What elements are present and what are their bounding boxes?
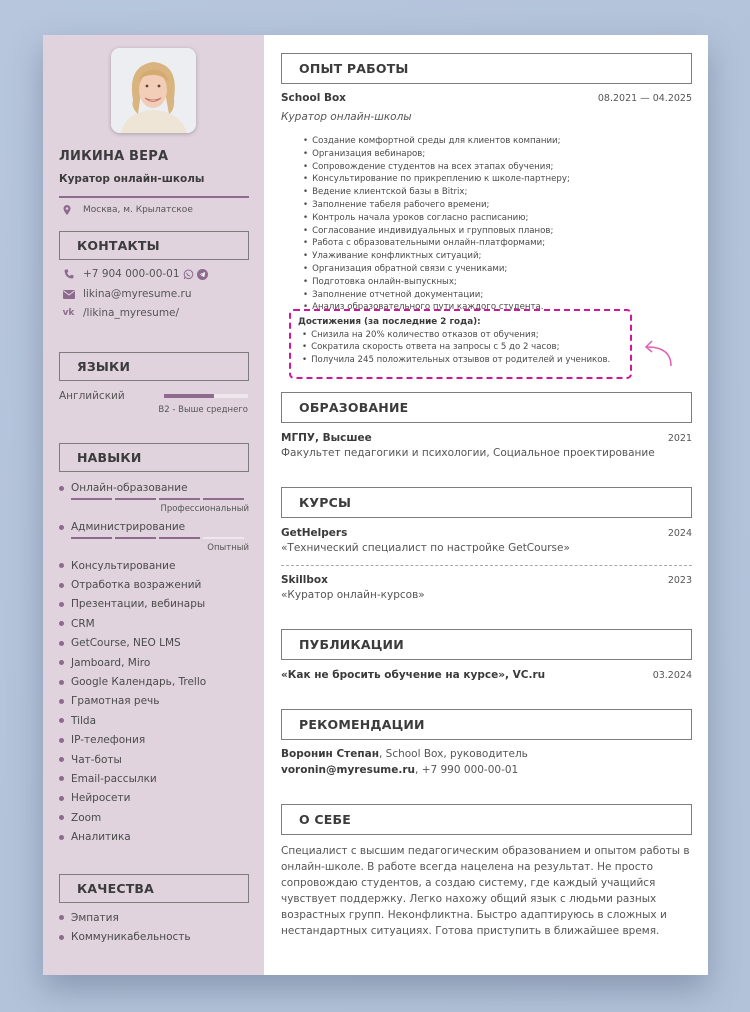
person-name: ЛИКИНА ВЕРА: [59, 149, 169, 164]
resume-page: [43, 35, 708, 975]
achievement-item: • Получила 245 положительных отзывов от родителей и учеников.: [302, 354, 630, 367]
skill-item: [59, 711, 206, 730]
skill-name: CRM: [71, 617, 95, 630]
leveled-skill: [59, 480, 249, 514]
course-title: «Куратор онлайн-курсов»: [281, 589, 425, 601]
bullet-dot-icon: [59, 835, 64, 840]
experience-position: Куратор онлайн-школы: [281, 111, 412, 123]
skill-level-bar: [71, 537, 249, 539]
skill-level-label: Профессиональный: [160, 504, 249, 514]
skill-name: Администрирование: [71, 521, 186, 533]
skill-item: [59, 769, 206, 788]
institution-name: МГПУ, Высшее: [281, 432, 372, 444]
achievement-item: • Сократила скорость ответа на запросы с 5 до 2 часов;: [302, 341, 630, 354]
skill-item: [59, 575, 206, 594]
quality-name: Эмпатия: [71, 911, 119, 924]
bullet-dot-icon: [59, 815, 64, 820]
skill-name: GetCourse, NEO LMS: [71, 637, 181, 650]
skill-name: Грамотная речь: [71, 695, 160, 708]
courses-heading: КУРСЫ: [281, 487, 692, 518]
skill-item: [59, 827, 206, 846]
level-segment: [115, 498, 156, 500]
recommendations-heading: РЕКОМЕНДАЦИИ: [281, 709, 692, 740]
sidebar: [43, 35, 264, 975]
education-title-row: [281, 432, 692, 444]
skills-list: [59, 556, 206, 847]
skill-item: [59, 519, 249, 535]
duty-item: • Организация обратной связи с учениками;: [303, 263, 570, 276]
contact-vk: [62, 307, 179, 319]
bullet-dot-icon: [59, 602, 64, 607]
experience-heading: ОПЫТ РАБОТЫ: [281, 53, 692, 84]
bullet-dot-icon: [59, 776, 64, 781]
skill-item: [59, 750, 206, 769]
skill-item: [59, 692, 206, 711]
achievements-list: [298, 329, 630, 367]
recommender-contacts: [281, 764, 518, 776]
email-text[interactable]: likina@myresume.ru: [83, 288, 192, 300]
course-title: «Технический специалист по настройке GetCourse»: [281, 542, 570, 554]
course-year: 2023: [667, 575, 692, 586]
skill-name: Аналитика: [71, 831, 131, 844]
duty-item: • Работа с образовательными онлайн-платформами;: [303, 237, 570, 250]
course-provider: GetHelpers: [281, 527, 348, 539]
duty-item: • Ведение клиентской базы в Bitrix;: [303, 186, 570, 199]
skill-item: [59, 634, 206, 653]
curved-arrow-icon: [641, 337, 677, 367]
skill-name: Отработка возражений: [71, 579, 202, 592]
bullet-dot-icon: [59, 718, 64, 723]
skill-item: [59, 653, 206, 672]
recommender-phone: , +7 990 000-00-01: [415, 764, 519, 776]
contact-phone: [62, 268, 208, 280]
bullet-dot-icon: [59, 525, 64, 530]
bullet-dot-icon: [59, 738, 64, 743]
location-text: Москва, м. Крылатское: [83, 205, 193, 215]
vk-icon: vk: [62, 308, 75, 318]
level-segment: [159, 498, 200, 500]
phone-text[interactable]: +7 904 000-00-01: [83, 268, 180, 280]
achievements-title: Достижения (за последние 2 года):: [298, 317, 481, 327]
bullet-dot-icon: [59, 621, 64, 626]
language-level: B2 - Выше среднего: [158, 405, 248, 415]
bullet-dot-icon: [59, 796, 64, 801]
duty-item: • Организация вебинаров;: [303, 148, 570, 161]
bullet-dot-icon: [59, 757, 64, 762]
level-segment: [71, 498, 112, 500]
duty-item: • Заполнение отчетной документации;: [303, 289, 570, 302]
skill-item: [59, 556, 206, 575]
skill-item: [59, 480, 249, 496]
language-level-fill: [164, 394, 214, 398]
recommender-details: , School Box, руководитель: [378, 748, 528, 760]
skill-name: Google Календарь, Trello: [71, 676, 207, 689]
bullet-dot-icon: [59, 680, 64, 685]
duty-item: • Анализ образовательного пути каждого студента.: [303, 301, 570, 314]
bullet-dot-icon: [59, 660, 64, 665]
bullet-dot-icon: [59, 915, 64, 920]
level-segment-empty: [203, 537, 244, 539]
publications-heading: ПУБЛИКАЦИИ: [281, 629, 692, 660]
duty-item: • Создание комфортной среды для клиентов компании;: [303, 135, 570, 148]
person-role: Куратор онлайн-школы: [59, 173, 205, 185]
level-segment: [71, 537, 112, 539]
bullet-dot-icon: [59, 563, 64, 568]
bullet-dot-icon: [59, 935, 64, 940]
skill-name: Чат-боты: [71, 753, 122, 766]
bullet-dot-icon: [59, 583, 64, 588]
skill-level-label: Опытный: [207, 543, 249, 553]
duties-list: [303, 135, 570, 314]
recommender-line: [281, 748, 528, 760]
education-details: Факультет педагогики и психологии, Социальное проектирование: [281, 447, 655, 459]
quality-name: Коммуникабельность: [71, 931, 191, 944]
duty-item: • Консультирование по прикреплению к школе-партнеру;: [303, 173, 570, 186]
bullet-dot-icon: [59, 641, 64, 646]
recommender-name: Воронин Степан: [281, 748, 379, 760]
achievement-item: • Снизила на 20% количество отказов от обучения;: [302, 329, 630, 342]
location: [63, 205, 193, 215]
qualities-heading: КАЧЕСТВА: [59, 874, 249, 903]
level-segment: [203, 498, 244, 500]
quality-item: [59, 927, 191, 946]
duty-item: • Сопровождение студентов на всех этапах обучения;: [303, 161, 570, 174]
quality-item: [59, 908, 191, 927]
course-year: 2024: [667, 528, 692, 539]
about-text: Специалист с высшим педагогическим образованием и опытом работы в онлайн-школе. В работе всегда нацелена на результат. Не просто сопровождаю студентов, а создаю систему, где каждый учащийся чувствует поддержку. Легко нахожу общий язык с людьми разных возрастных групп. Неконфликтна. Быстро адаптируюсь в сложных и нестандартных ситуациях. Готова приступить в ближайшее время.: [281, 845, 690, 937]
profile-photo: [111, 48, 196, 133]
skill-name: Jamboard, Miro: [71, 656, 151, 669]
skill-name: Консультирование: [71, 559, 176, 572]
recommender-email[interactable]: voronin@myresume.ru: [281, 764, 416, 776]
course-title-row: [281, 527, 692, 539]
skill-item: [59, 731, 206, 750]
whatsapp-icon[interactable]: [183, 269, 194, 280]
skill-level-bar: [71, 498, 249, 500]
skill-item: [59, 614, 206, 633]
telegram-icon[interactable]: [197, 269, 208, 280]
duty-item: • Подготовка онлайн-выпускных;: [303, 276, 570, 289]
education-year: 2021: [667, 433, 692, 444]
languages-heading: ЯЗЫКИ: [59, 352, 249, 381]
leveled-skill: [59, 519, 249, 553]
phone-icon: [62, 269, 75, 280]
course-title-row: [281, 574, 692, 586]
location-pin-icon: [63, 205, 71, 215]
course-divider: [281, 565, 692, 566]
email-icon: [62, 289, 75, 300]
publication-date: 03.2024: [652, 670, 692, 681]
course-provider: Skillbox: [281, 574, 328, 586]
publication-row: [281, 669, 692, 681]
skill-name: Tilda: [71, 714, 97, 727]
main-content: [264, 35, 708, 975]
skill-item: [59, 789, 206, 808]
vk-text[interactable]: /likina_myresume/: [83, 307, 180, 319]
duty-item: • Заполнение табеля рабочего времени;: [303, 199, 570, 212]
education-heading: ОБРАЗОВАНИЕ: [281, 392, 692, 423]
bullet-dot-icon: [59, 486, 64, 491]
skills-heading: НАВЫКИ: [59, 443, 249, 472]
skill-name: Email-рассылки: [71, 772, 157, 785]
duty-item: • Улаживание конфликтных ситуаций;: [303, 250, 570, 263]
portrait-photo-icon: [111, 48, 196, 133]
skill-item: [59, 808, 206, 827]
skill-name: Онлайн-образование: [71, 482, 188, 494]
experience-title-row: [281, 92, 692, 104]
skill-item: [59, 672, 206, 691]
bullet-dot-icon: [59, 699, 64, 704]
contacts-heading: КОНТАКТЫ: [59, 231, 249, 260]
contact-email: [62, 288, 192, 300]
skill-name: Нейросети: [71, 792, 131, 805]
skill-name: Презентации, вебинары: [71, 598, 206, 611]
publication-title[interactable]: «Как не бросить обучение на курсе», VC.ru: [281, 669, 546, 681]
level-segment: [159, 537, 200, 539]
duty-item: • Контроль начала уроков согласно расписанию;: [303, 212, 570, 225]
experience-period: 08.2021 — 04.2025: [597, 93, 692, 104]
qualities-list: [59, 908, 191, 947]
achievements-highlight-box: [289, 309, 632, 379]
level-segment: [115, 537, 156, 539]
skill-name: Zoom: [71, 811, 102, 824]
skill-name: IP-телефония: [71, 734, 146, 747]
about-heading: О СЕБЕ: [281, 804, 692, 835]
divider: [59, 196, 249, 198]
language-level-bar: [164, 394, 248, 398]
language-name: Английский: [59, 390, 125, 402]
duty-item: • Согласование индивидуальных и групповых планов;: [303, 225, 570, 238]
skill-item: [59, 595, 206, 614]
company-name: School Box: [281, 92, 346, 104]
